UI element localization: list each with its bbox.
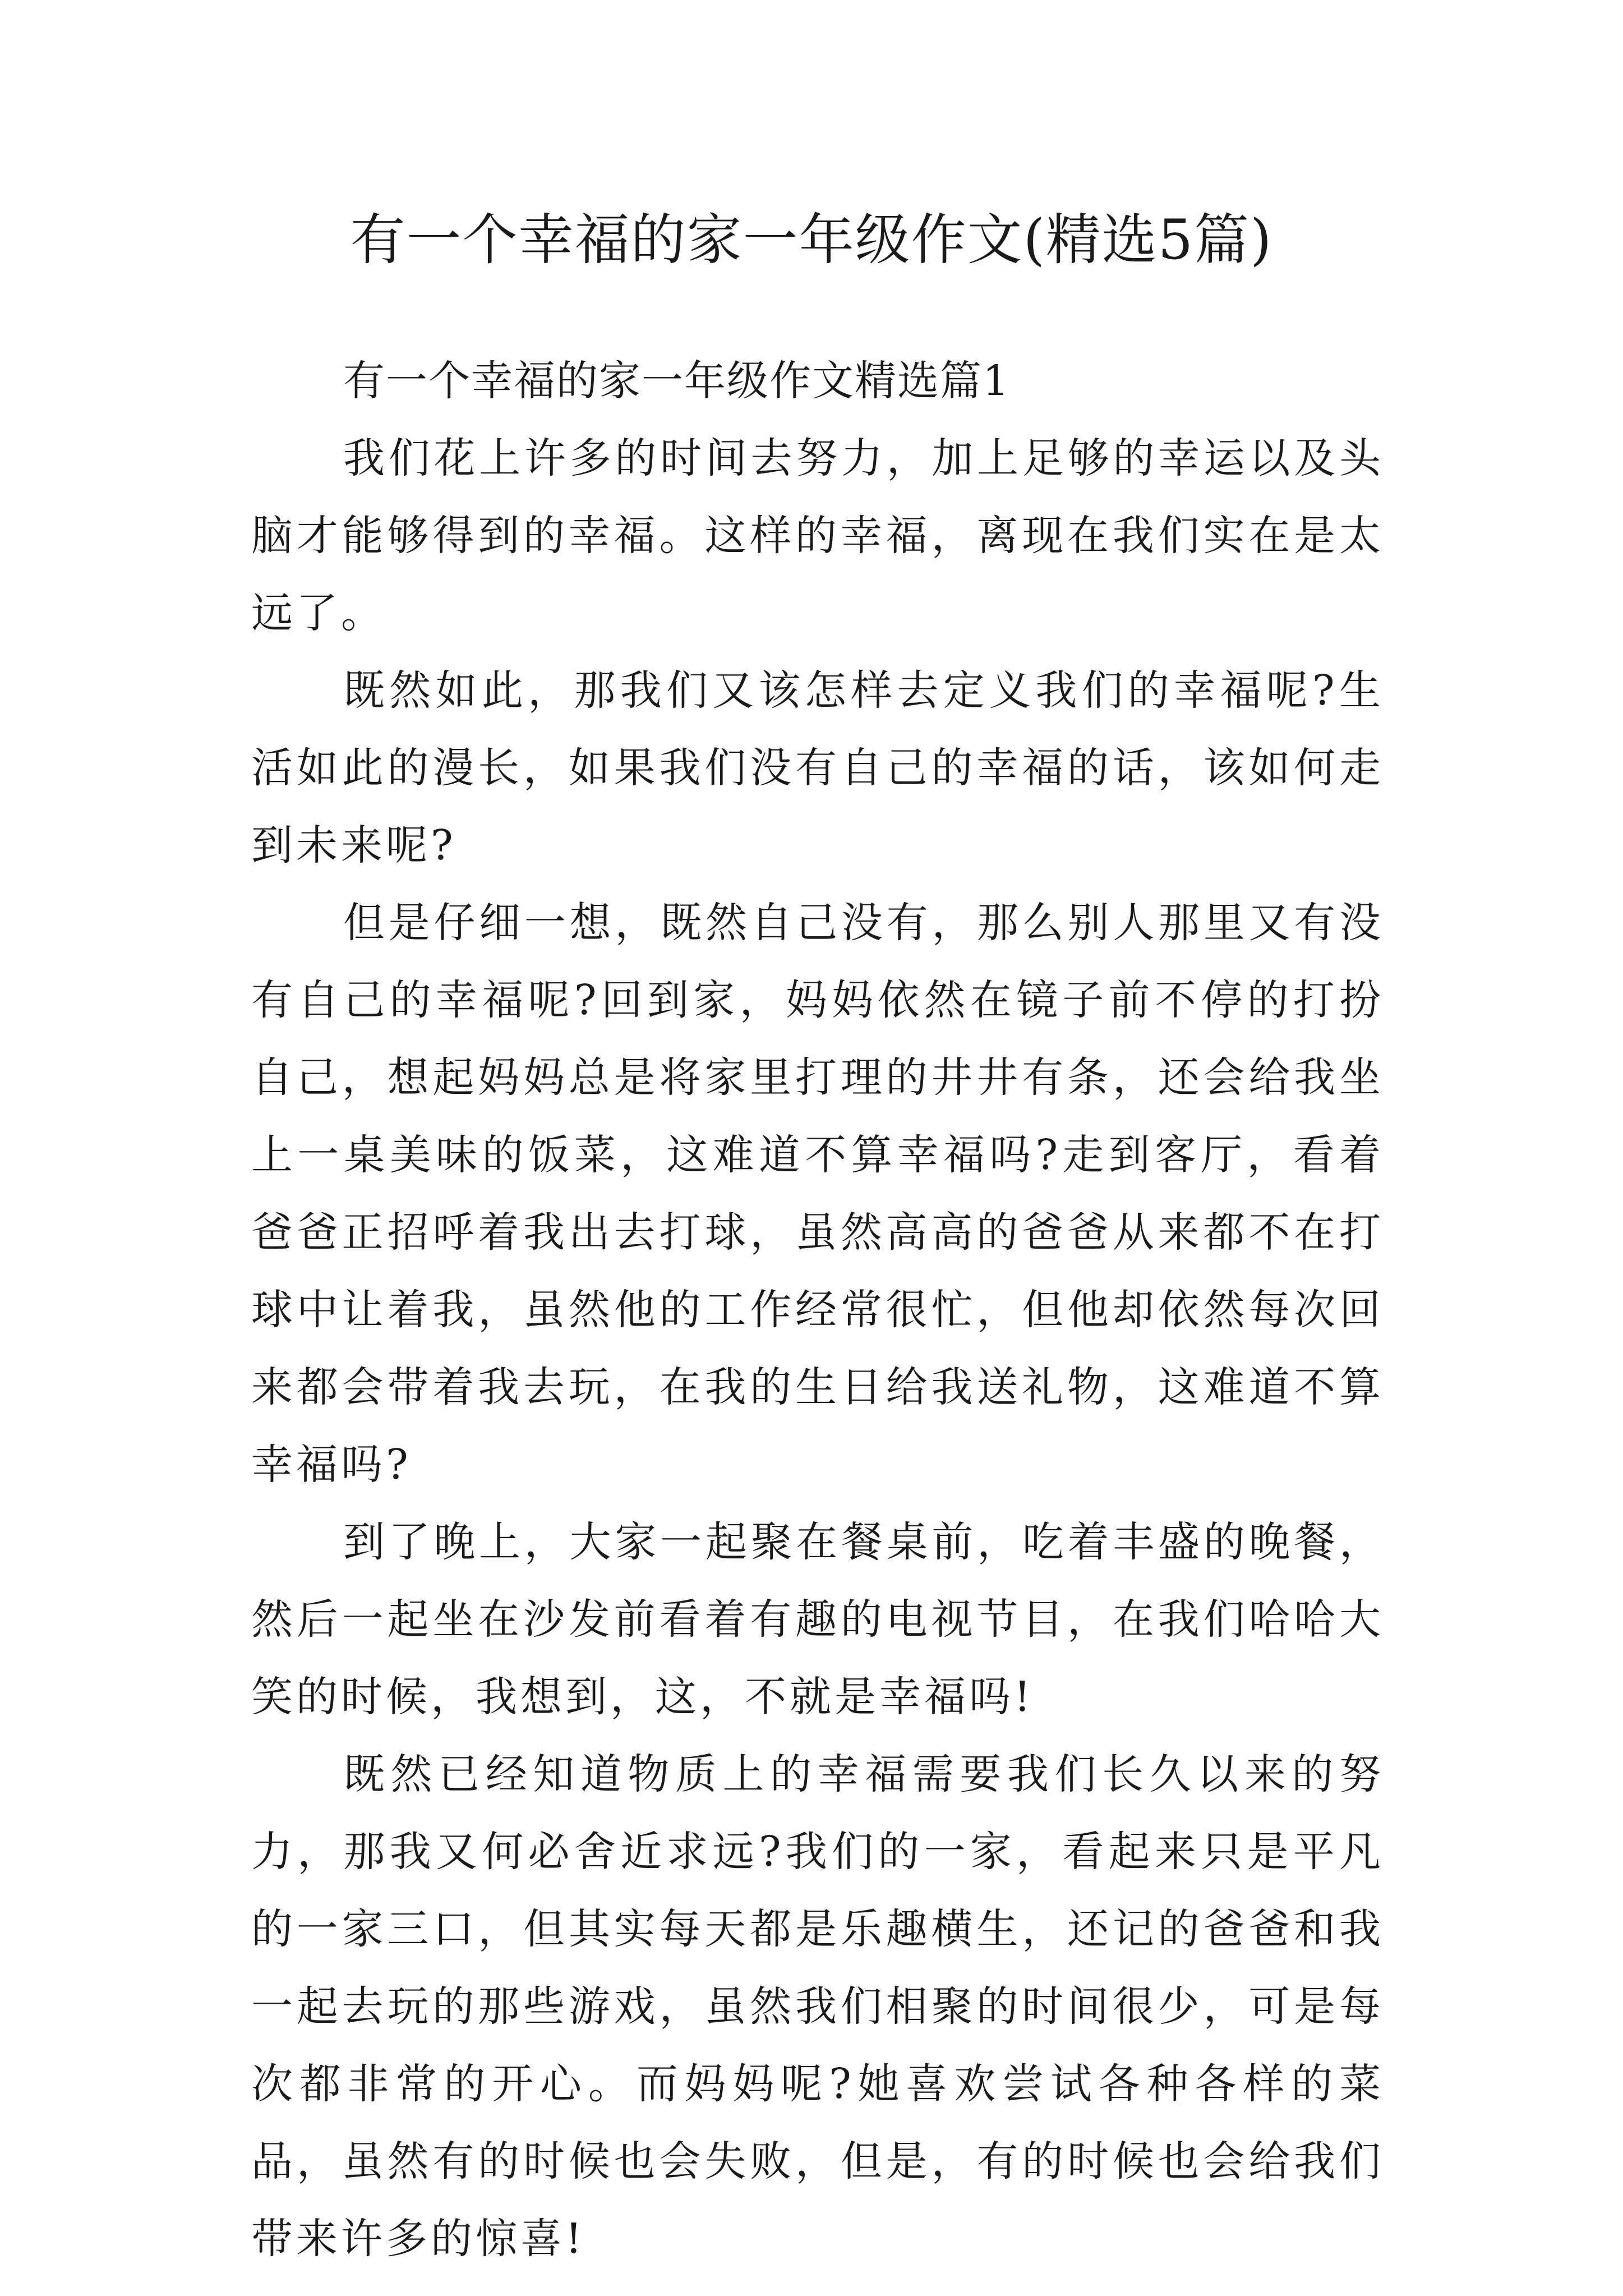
paragraph: 既然已经知道物质上的幸福需要我们长久以来的努力，那我又何必舍近求远?我们的一家，看起来只是平凡的一家三口，但其实每天都是乐趣横生，还记的爸爸和我一起去玩的那些游戏，虽然我们相聚的时间很少，可是每次都非常的开心。而妈妈呢?她喜欢尝试各种各样的菜品，虽然有的时候也会失败，但是，有的时候也会给我们带来许多的惊喜! xyxy=(251,1750,1384,2263)
document-body xyxy=(251,342,1384,2277)
section-heading: 有一个幸福的家一年级作文精选篇1 xyxy=(343,357,1011,405)
paragraph: 但是仔细一想，既然自己没有，那么别人那里又有没有自己的幸福呢?回到家，妈妈依然在镜子前不停的打扮自己，想起妈妈总是将家里打理的井井有条，还会给我坐上一桌美味的饭菜，这难道不算幸福吗?走到客厅，看着爸爸正招呼着我出去打球，虽然高高的爸爸从来都不在打球中让着我，虽然他的工作经常很忙，但他却依然每次回来都会带着我去玩，在我的生日给我送礼物，这难道不算幸福吗? xyxy=(251,899,1384,1489)
paragraph: 既然如此，那我们又该怎样去定义我们的幸福呢?生活如此的漫长，如果我们没有自己的幸福的话，该如何走到未来呢? xyxy=(251,666,1384,869)
paragraph: 到了晚上，大家一起聚在餐桌前，吃着丰盛的晚餐，然后一起坐在沙发前看着有趣的电视节目，在我们哈哈大笑的时候，我想到，这，不就是幸福吗! xyxy=(251,1518,1384,1721)
paragraph: 我们花上许多的时间去努力，加上足够的幸运以及头脑才能够得到的幸福。这样的幸福，离现在我们实在是太远了。 xyxy=(251,434,1384,637)
document-title: 有一个幸福的家一年级作文(精选5篇) xyxy=(350,208,1273,272)
